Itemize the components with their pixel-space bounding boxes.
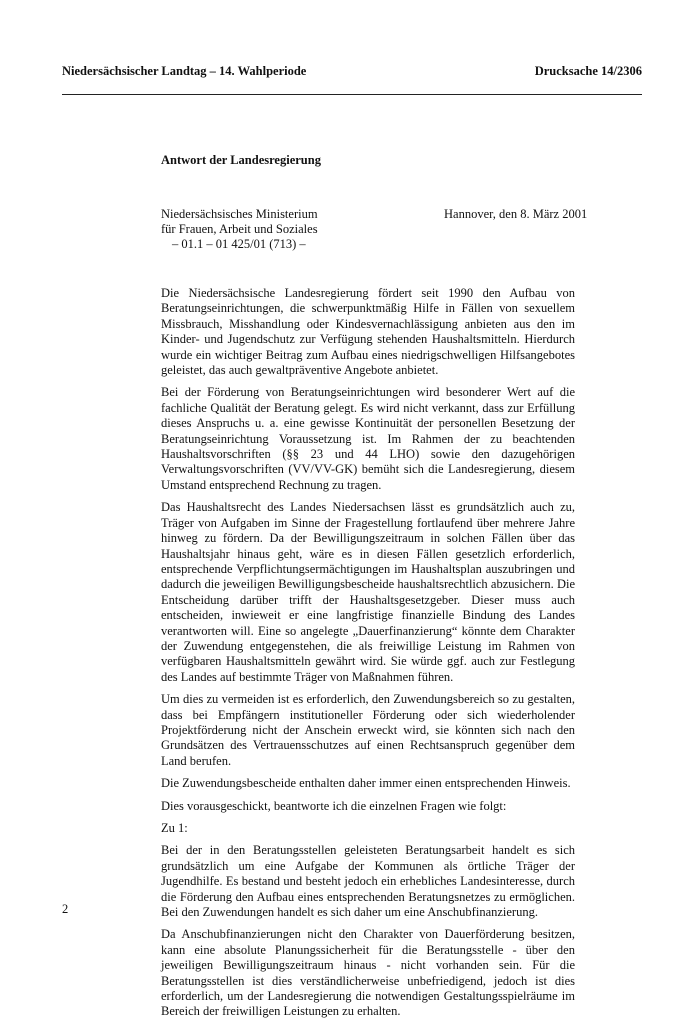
answer-title: Antwort der Landesregierung — [161, 153, 321, 167]
paragraph: Dies vorausgeschickt, beantworte ich die einzelnen Fragen wie folgt: — [161, 798, 507, 813]
body-text — [161, 286, 575, 1027]
paragraph: Das Haushaltsrecht des Landes Niedersachsen lässt es grundsätzlich auch zu, Träger von Aufgaben im Sinne der Fragestellung fortlaufend über mehrere Jahre hinweg zu fördern. Da der Bewilligungszeitraum in solchen Fällen über das Haushaltsjahr hinaus geht, wäre es in diesen Fällen gesetzlich erforderlich, entsprechende Verpflichtungsermächtigungen im Haushaltsplan auszubringen und dadurch die jeweiligen Bewilligungsbescheide haushaltsrechtlich abzusichern. Die Entscheidung darüber trifft der Haushaltsgesetzgeber. Dieser muss auch entscheiden, inwieweit er eine langfristige finanzielle Bindung des Landes verantworten will. Eine so angelegte „Dauerfinanzierung“ könnte dem Charakter der Zuwendung entgegenstehen, die als freiwillige Leistung im Rahmen von verfügbaren Haushaltsmitteln gewährt wird. Sie würde ggf. auch zur Festlegung des Landes auf bestimmte Träger von Maßnahmen führen. — [161, 500, 575, 684]
paragraph: Die Niedersächsische Landesregierung fördert seit 1990 den Aufbau von Beratungseinrichtungen, die schwerpunktmäßig Hilfe in Fällen von sexuellem Missbrauch, Misshandlung oder Kindesvernachlässigung anbieten aus den im Kinder- und Jugendschutz zur Verfügung stehenden Haushaltsmitteln. Hierdurch wurde ein wichtiger Beitrag zum Aufbau eines niedrigschwelligen Hilfsangebotes geleistet, das auch gewaltpräventive Angebote anbietet. — [161, 286, 575, 378]
paragraph: Da Anschubfinanzierungen nicht den Charakter von Dauerförderung besitzen, kann eine absolute Planungssicherheit für die Beratungsstelle - über den jeweiligen Bewilligungszeitraum hinaus - nicht vorhanden sein. Für die Beratungsstellen ist dies verständlicherweise unbefriedigend, jedoch ist dies erforderlich, um der Landesregierung die notwendigen Gestaltungsspielräume im Bereich der freiwilligen Leistungen zu erhalten. — [161, 927, 575, 1019]
header-parliament-title: Niedersächsischer Landtag – 14. Wahlperiode — [62, 64, 307, 78]
page-header — [62, 64, 642, 95]
question-heading: Zu 1: — [161, 821, 188, 835]
sender-line-2: für Frauen, Arbeit und Soziales — [161, 222, 318, 236]
paragraph: Um dies zu vermeiden ist es erforderlich, den Zuwendungsbereich so zu gestalten, dass bei Empfängern institutioneller Förderung oder sich wiederholender Projektförderung nicht der Anschein erweckt wird, sie könnten sich nach den Grundsätzen des Vertrauensschutzes auf einen Rechtsanspruch gegenüber dem Land berufen. — [161, 692, 575, 768]
sender-reference: – 01.1 – 01 425/01 (713) – — [172, 237, 306, 251]
paragraph: Bei der in den Beratungsstellen geleisteten Beratungsarbeit handelt es sich grundsätzlich um eine Aufgabe der Kommunen als örtliche Träger der Jugendhilfe. Es bestand und besteht jedoch ein erhebliches Landesinteresse, durch die Förderung den Aufbau eines entsprechenden Beratungsnetzes zu ermöglichen. Bei den Zuwendungen handelt es sich daher um eine Anschubfinanzierung. — [161, 843, 575, 920]
paragraph: Die Zuwendungsbescheide enthalten daher immer einen entsprechenden Hinweis. — [161, 776, 571, 791]
page-number: 2 — [62, 902, 69, 916]
sender-line-1: Niedersächsisches Ministerium — [161, 207, 318, 221]
paragraph: Bei der Förderung von Beratungseinrichtungen wird besonderer Wert auf die fachliche Qualität der Beratung gelegt. Es wird nicht verkannt, dass zur Erfüllung dieses Anspruchs u. a. eine gewisse Kontinuität der personellen Besetzung der Beratungseinrichtung Voraussetzung ist. Im Rahmen der zu beachtenden Haushaltsvorschriften (§§ 23 und 44 LHO) sowie den dazugehörigen Verwaltungsvorschriften (VV/VV-GK) bemüht sich die Landesregierung, diesem Umstand entsprechend Rechnung zu tragen. — [161, 385, 575, 492]
sender-block — [161, 207, 318, 252]
place-date: Hannover, den 8. März 2001 — [444, 207, 588, 221]
header-document-number: Drucksache 14/2306 — [534, 64, 642, 78]
